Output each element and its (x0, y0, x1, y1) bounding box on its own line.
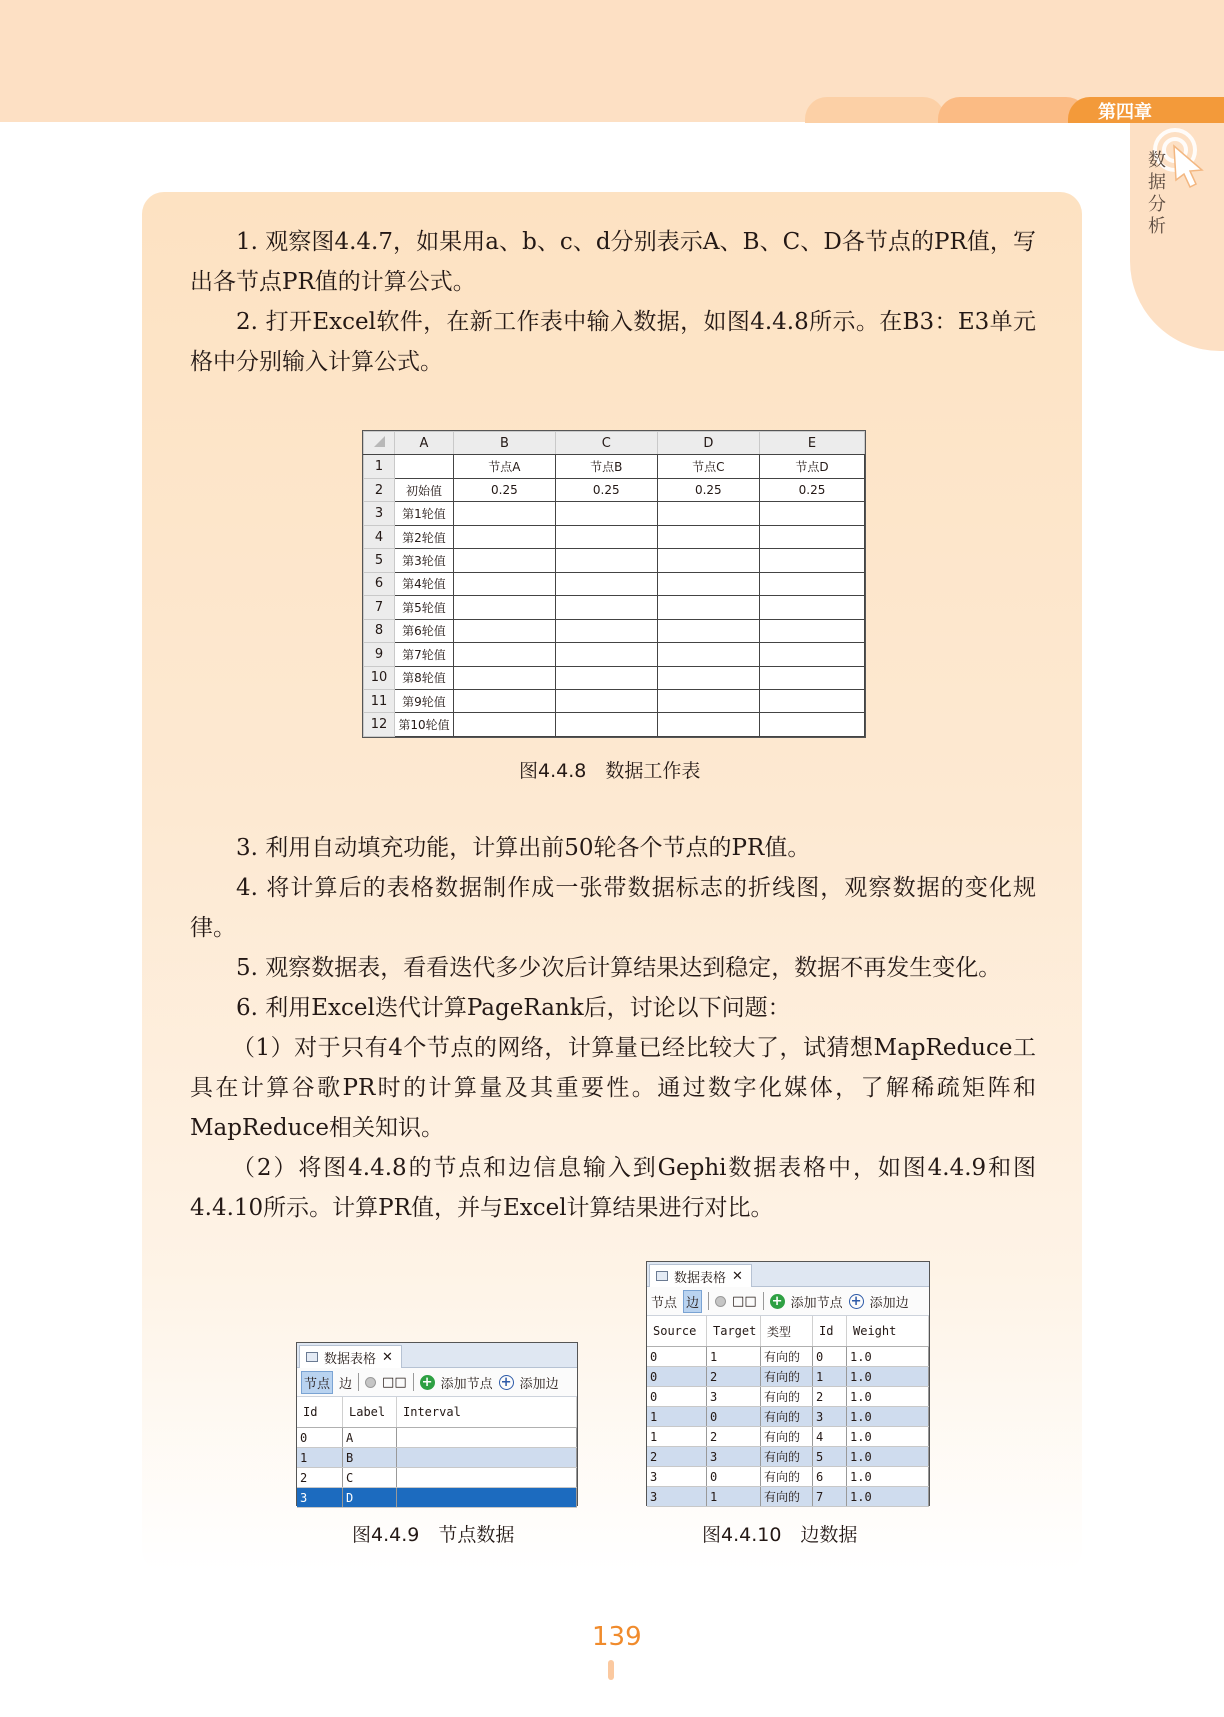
excel-cell[interactable]: 第4轮值 (395, 572, 454, 595)
excel-row-number: 10 (364, 666, 395, 689)
excel-cell[interactable]: 第9轮值 (395, 689, 454, 712)
edge-cell[interactable]: 0 (647, 1387, 707, 1407)
data-table-tab[interactable] (299, 1345, 402, 1368)
edges-toggle-button[interactable]: 边 (339, 1376, 353, 1392)
excel-cell[interactable] (395, 455, 454, 478)
edge-cell[interactable]: 2 (647, 1447, 707, 1467)
tab-label: 数据表格 (324, 1351, 377, 1367)
table-icon (306, 1352, 318, 1362)
excel-row (364, 596, 865, 619)
close-icon[interactable]: ✕ (382, 1349, 393, 1365)
excel-row (364, 689, 865, 712)
add-edge-icon[interactable]: + (499, 1375, 514, 1390)
edge-cell[interactable]: 有向的 (761, 1367, 813, 1387)
node-cell[interactable]: D (343, 1488, 397, 1508)
edge-row[interactable] (647, 1467, 929, 1487)
excel-col-header: B (454, 432, 556, 455)
configure-icon[interactable] (715, 1296, 726, 1307)
excel-row-number: 8 (364, 619, 395, 642)
figure-caption-4-4-10: 图4.4.10 边数据 (702, 1524, 858, 1546)
excel-cell[interactable] (760, 643, 865, 666)
gephi-tab-bar (647, 1262, 929, 1287)
edge-cell[interactable]: 3 (707, 1387, 761, 1407)
edge-cell[interactable]: 1.0 (847, 1487, 929, 1507)
edge-cell[interactable]: 3 (813, 1407, 847, 1427)
edge-cell[interactable]: 1.0 (847, 1447, 929, 1467)
excel-cell[interactable] (760, 713, 865, 737)
step-5: 5. 观察数据表，看看迭代多少次后计算结果达到稳定，数据不再发生变化。 (236, 955, 1002, 981)
column-header[interactable]: Id (297, 1397, 343, 1428)
question-2: （2）将图4.4.8的节点和边信息输入到Gephi数据表格中，如图4.4.9和图4.4.10所示。计算PR值，并与Excel计算结果进行对比。 (190, 1155, 1036, 1221)
excel-cell[interactable] (760, 525, 865, 548)
add-node-icon[interactable]: + (420, 1375, 435, 1390)
column-header[interactable]: 类型 (761, 1316, 813, 1347)
excel-cell[interactable]: 第8轮值 (395, 666, 454, 689)
edge-cell[interactable]: 1.0 (847, 1367, 929, 1387)
gephi-nodes-window (296, 1342, 578, 1506)
nodes-header-row (297, 1397, 577, 1428)
edge-cell[interactable]: 1.0 (847, 1347, 929, 1367)
table-icon (656, 1271, 668, 1281)
page-number-bar (608, 1660, 614, 1680)
excel-worksheet (362, 430, 866, 738)
step-1: 1. 观察图4.4.7，如果用a、b、c、d分别表示A、B、C、D各节点的PR值，写出各节点PR值的计算公式。 (190, 229, 1036, 295)
excel-row-number: 7 (364, 596, 395, 619)
edge-cell[interactable]: 1 (647, 1427, 707, 1447)
column-header[interactable]: Weight (847, 1316, 929, 1347)
step-4: 4. 将计算后的表格数据制作成一张带数据标志的折线图，观察数据的变化规律。 (190, 875, 1036, 941)
edge-cell[interactable]: 1.0 (847, 1467, 929, 1487)
column-header[interactable]: Id (813, 1316, 847, 1347)
excel-cell[interactable] (657, 619, 759, 642)
excel-cell[interactable] (454, 572, 556, 595)
header-tab-decor-1 (805, 97, 945, 123)
excel-cell[interactable] (454, 549, 556, 572)
excel-cell[interactable] (760, 596, 865, 619)
excel-cell[interactable]: 第10轮值 (395, 713, 454, 737)
excel-cell[interactable] (454, 713, 556, 737)
excel-cell[interactable]: 0.25 (760, 478, 865, 501)
configure-icon[interactable] (365, 1377, 376, 1388)
edge-row[interactable] (647, 1367, 929, 1387)
edge-cell[interactable]: 1 (647, 1407, 707, 1427)
edge-row[interactable] (647, 1347, 929, 1367)
figure-caption-4-4-8: 图4.4.8 数据工作表 (519, 760, 701, 782)
gephi-edges-window (646, 1261, 930, 1506)
edge-cell[interactable]: 3 (707, 1447, 761, 1467)
side-title: 数据分析 (1148, 150, 1166, 237)
nodes-toggle-button[interactable]: 节点 (301, 1371, 333, 1394)
excel-cell[interactable] (454, 666, 556, 689)
excel-row-number: 5 (364, 549, 395, 572)
excel-row-number: 12 (364, 713, 395, 737)
edge-cell[interactable]: 有向的 (761, 1487, 813, 1507)
node-row[interactable] (297, 1428, 577, 1448)
node-row[interactable] (297, 1468, 577, 1488)
excel-row (364, 525, 865, 548)
excel-cell[interactable]: 第1轮值 (395, 502, 454, 525)
edge-cell[interactable]: 4 (813, 1427, 847, 1447)
excel-cell[interactable] (657, 549, 759, 572)
node-cell[interactable] (397, 1448, 577, 1468)
edge-cell[interactable]: 有向的 (761, 1427, 813, 1447)
node-cell[interactable]: 1 (297, 1448, 343, 1468)
excel-cell[interactable] (555, 666, 657, 689)
excel-corner (364, 432, 395, 455)
excel-column-header-row (364, 432, 865, 455)
excel-cell[interactable] (454, 525, 556, 548)
edge-cell[interactable]: 3 (647, 1487, 707, 1507)
node-row[interactable] (297, 1448, 577, 1468)
gephi-toolbar (647, 1287, 929, 1316)
excel-col-header: A (395, 432, 454, 455)
excel-row-number: 9 (364, 643, 395, 666)
edge-cell[interactable]: 1 (707, 1487, 761, 1507)
edge-cell[interactable]: 有向的 (761, 1407, 813, 1427)
excel-cell[interactable] (657, 525, 759, 548)
excel-cell[interactable] (454, 502, 556, 525)
data-table-tab[interactable] (649, 1264, 752, 1287)
edges-header-row (647, 1316, 929, 1347)
toolbar-separator (358, 1373, 359, 1391)
step-3: 3. 利用自动填充功能，计算出前50轮各个节点的PR值。 (236, 835, 811, 861)
excel-cell[interactable]: 0.25 (555, 478, 657, 501)
excel-cell[interactable] (454, 596, 556, 619)
excel-cell[interactable]: 第2轮值 (395, 525, 454, 548)
excel-cell[interactable] (555, 572, 657, 595)
node-cell[interactable]: 3 (297, 1488, 343, 1508)
excel-cell[interactable]: 0.25 (657, 478, 759, 501)
excel-cell[interactable] (555, 549, 657, 572)
edge-cell[interactable]: 1 (813, 1367, 847, 1387)
excel-cell[interactable]: 第3轮值 (395, 549, 454, 572)
excel-cell[interactable]: 第6轮值 (395, 619, 454, 642)
excel-cell[interactable]: 0.25 (454, 478, 556, 501)
edge-cell[interactable]: 有向的 (761, 1447, 813, 1467)
node-cell[interactable] (397, 1468, 577, 1488)
excel-cell[interactable] (454, 643, 556, 666)
edge-row[interactable] (647, 1407, 929, 1427)
step-2: 2. 打开Excel软件，在新工作表中输入数据，如图4.4.8所示。在B3：E3单元格中分别输入计算公式。 (190, 309, 1036, 375)
excel-row (364, 643, 865, 666)
tab-label: 数据表格 (674, 1270, 727, 1286)
excel-cell[interactable]: 初始值 (395, 478, 454, 501)
toolbar-separator (413, 1373, 414, 1391)
edge-cell[interactable]: 有向的 (761, 1467, 813, 1487)
excel-cell[interactable] (555, 596, 657, 619)
node-cell[interactable]: 2 (297, 1468, 343, 1488)
nodes-toggle-button[interactable]: 节点 (651, 1295, 678, 1311)
edge-cell[interactable]: 有向的 (761, 1387, 813, 1407)
page-number: 139 (592, 1622, 642, 1652)
edge-row[interactable] (647, 1487, 929, 1507)
excel-row (364, 455, 865, 478)
edge-cell[interactable]: 2 (707, 1367, 761, 1387)
excel-row-number: 2 (364, 478, 395, 501)
excel-col-header: E (760, 432, 865, 455)
edge-cell[interactable]: 1.0 (847, 1407, 929, 1427)
excel-cell[interactable] (555, 502, 657, 525)
excel-cell[interactable] (760, 619, 865, 642)
toolbar-separator (763, 1292, 764, 1310)
node-cell[interactable]: C (343, 1468, 397, 1488)
excel-row (364, 502, 865, 525)
instructions-top (190, 222, 1036, 382)
excel-cell[interactable]: 第5轮值 (395, 596, 454, 619)
excel-col-header: C (555, 432, 657, 455)
add-edge-icon[interactable]: + (849, 1294, 864, 1309)
excel-cell[interactable] (657, 502, 759, 525)
excel-row (364, 549, 865, 572)
excel-cell[interactable]: 节点D (760, 455, 865, 478)
figure-caption-4-4-9: 图4.4.9 节点数据 (352, 1524, 515, 1546)
excel-cell[interactable] (760, 502, 865, 525)
node-cell[interactable]: 0 (297, 1428, 343, 1448)
excel-grid (363, 431, 865, 737)
excel-col-header: D (657, 432, 759, 455)
add-node-icon[interactable]: + (770, 1294, 785, 1309)
excel-cell[interactable] (657, 572, 759, 595)
edge-cell[interactable]: 有向的 (761, 1347, 813, 1367)
add-edge-button[interactable]: 添加边 (869, 1295, 909, 1311)
excel-row-number: 11 (364, 689, 395, 712)
excel-cell[interactable]: 节点B (555, 455, 657, 478)
columns-icon[interactable]: □□ (382, 1374, 407, 1390)
column-header[interactable]: Source (647, 1316, 707, 1347)
excel-row (364, 572, 865, 595)
excel-cell[interactable] (760, 549, 865, 572)
excel-cell[interactable]: 节点C (657, 455, 759, 478)
gephi-toolbar (297, 1368, 577, 1397)
node-cell[interactable] (397, 1488, 577, 1508)
edge-cell[interactable]: 0 (647, 1367, 707, 1387)
edge-row[interactable] (647, 1427, 929, 1447)
excel-cell[interactable] (555, 643, 657, 666)
nodes-table (297, 1397, 577, 1508)
add-edge-button[interactable]: 添加边 (519, 1376, 559, 1392)
node-cell[interactable]: A (343, 1428, 397, 1448)
toolbar-separator (708, 1292, 709, 1310)
edge-cell[interactable]: 2 (813, 1387, 847, 1407)
edge-cell[interactable]: 2 (707, 1427, 761, 1447)
excel-row (364, 666, 865, 689)
header-tab-decor-2 (938, 97, 1088, 123)
edges-table (647, 1316, 929, 1507)
excel-cell[interactable] (657, 689, 759, 712)
excel-cell[interactable] (760, 689, 865, 712)
add-node-button[interactable]: 添加节点 (790, 1295, 843, 1311)
instructions-bottom (190, 828, 1036, 1228)
edges-toggle-button[interactable]: 边 (683, 1290, 702, 1313)
excel-cell[interactable] (555, 689, 657, 712)
excel-row (364, 478, 865, 501)
excel-cell[interactable] (454, 619, 556, 642)
excel-row-number: 4 (364, 525, 395, 548)
excel-row-number: 1 (364, 455, 395, 478)
chapter-label: 第四章 (1098, 102, 1152, 123)
column-header[interactable]: Target (707, 1316, 761, 1347)
step-6: 6. 利用Excel迭代计算PageRank后，讨论以下问题： (236, 995, 791, 1021)
excel-cell[interactable] (555, 525, 657, 548)
excel-row (364, 619, 865, 642)
edge-cell[interactable]: 5 (813, 1447, 847, 1467)
edge-cell[interactable]: 0 (707, 1467, 761, 1487)
excel-cell[interactable] (760, 572, 865, 595)
edge-cell[interactable]: 1 (707, 1347, 761, 1367)
close-icon[interactable]: ✕ (732, 1268, 743, 1284)
excel-cell[interactable] (454, 689, 556, 712)
add-node-button[interactable]: 添加节点 (440, 1376, 493, 1392)
excel-row-number: 6 (364, 572, 395, 595)
select-all-triangle-icon (374, 436, 385, 447)
column-header[interactable]: Interval (397, 1397, 577, 1428)
excel-cell[interactable]: 第7轮值 (395, 643, 454, 666)
excel-cell[interactable] (657, 713, 759, 737)
node-row[interactable] (297, 1488, 577, 1508)
excel-cell[interactable] (555, 619, 657, 642)
excel-cell[interactable] (657, 596, 759, 619)
edge-cell[interactable]: 7 (813, 1487, 847, 1507)
excel-row-number: 3 (364, 502, 395, 525)
excel-cell[interactable] (657, 666, 759, 689)
edge-row[interactable] (647, 1387, 929, 1407)
edge-cell[interactable]: 1.0 (847, 1427, 929, 1447)
excel-cell[interactable] (657, 643, 759, 666)
excel-row (364, 713, 865, 737)
excel-cell[interactable]: 节点A (454, 455, 556, 478)
gephi-tab-bar (297, 1343, 577, 1368)
edge-row[interactable] (647, 1447, 929, 1467)
excel-cell[interactable] (555, 713, 657, 737)
edge-cell[interactable]: 1.0 (847, 1387, 929, 1407)
edge-cell[interactable]: 0 (813, 1347, 847, 1367)
edge-cell[interactable]: 3 (647, 1467, 707, 1487)
excel-cell[interactable] (760, 666, 865, 689)
edge-cell[interactable]: 6 (813, 1467, 847, 1487)
column-header[interactable]: Label (343, 1397, 397, 1428)
edge-cell[interactable]: 0 (647, 1347, 707, 1367)
question-1: （1）对于只有4个节点的网络，计算量已经比较大了，试猜想MapReduce工具在计算谷歌PR时的计算量及其重要性。通过数字化媒体，了解稀疏矩阵和MapReduce相关知识。 (190, 1035, 1036, 1141)
columns-icon[interactable]: □□ (732, 1293, 757, 1309)
node-cell[interactable] (397, 1428, 577, 1448)
node-cell[interactable]: B (343, 1448, 397, 1468)
edge-cell[interactable]: 0 (707, 1407, 761, 1427)
